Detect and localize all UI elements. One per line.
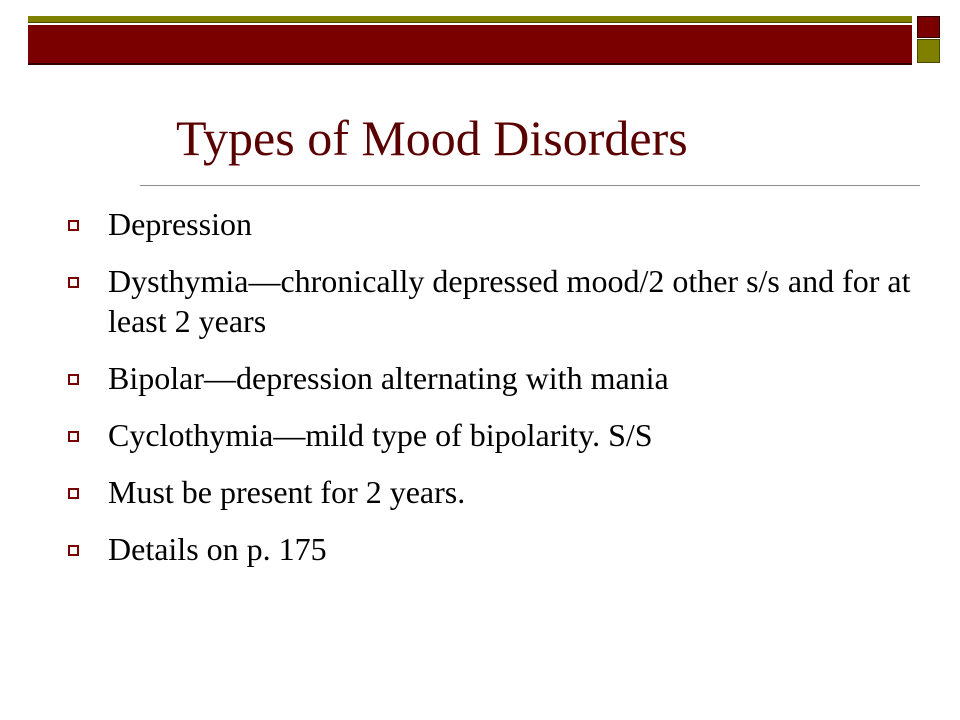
bullet-item [68,358,928,398]
hollow-square-icon [68,545,79,556]
slide-title: Types of Mood Disorders [176,110,688,166]
hollow-square-icon [68,220,79,231]
bullet-text: Depression [108,206,252,242]
bullet-item [68,261,928,341]
hollow-square-icon [68,277,79,288]
title-divider [140,185,920,186]
bullet-item [68,529,928,569]
bullet-text: Cyclothymia—mild type of bipolarity. S/S [108,417,653,453]
bullet-list [68,204,928,586]
corner-maroon-square [917,16,940,38]
corner-olive-square [917,39,940,63]
bullet-text: Dysthymia—chronically depressed mood/2 other s/s and for at least 2 years [108,263,911,339]
bullet-text: Must be present for 2 years. [108,474,466,510]
bullet-item [68,472,928,512]
header-band [28,16,940,64]
header-maroon-bar [28,25,912,65]
hollow-square-icon [68,374,79,385]
bullet-item [68,415,928,455]
bullet-text: Details on p. 175 [108,531,327,567]
hollow-square-icon [68,431,79,442]
bullet-item [68,204,928,244]
hollow-square-icon [68,488,79,499]
header-olive-stripe [28,16,912,23]
bullet-text: Bipolar—depression alternating with mania [108,360,669,396]
